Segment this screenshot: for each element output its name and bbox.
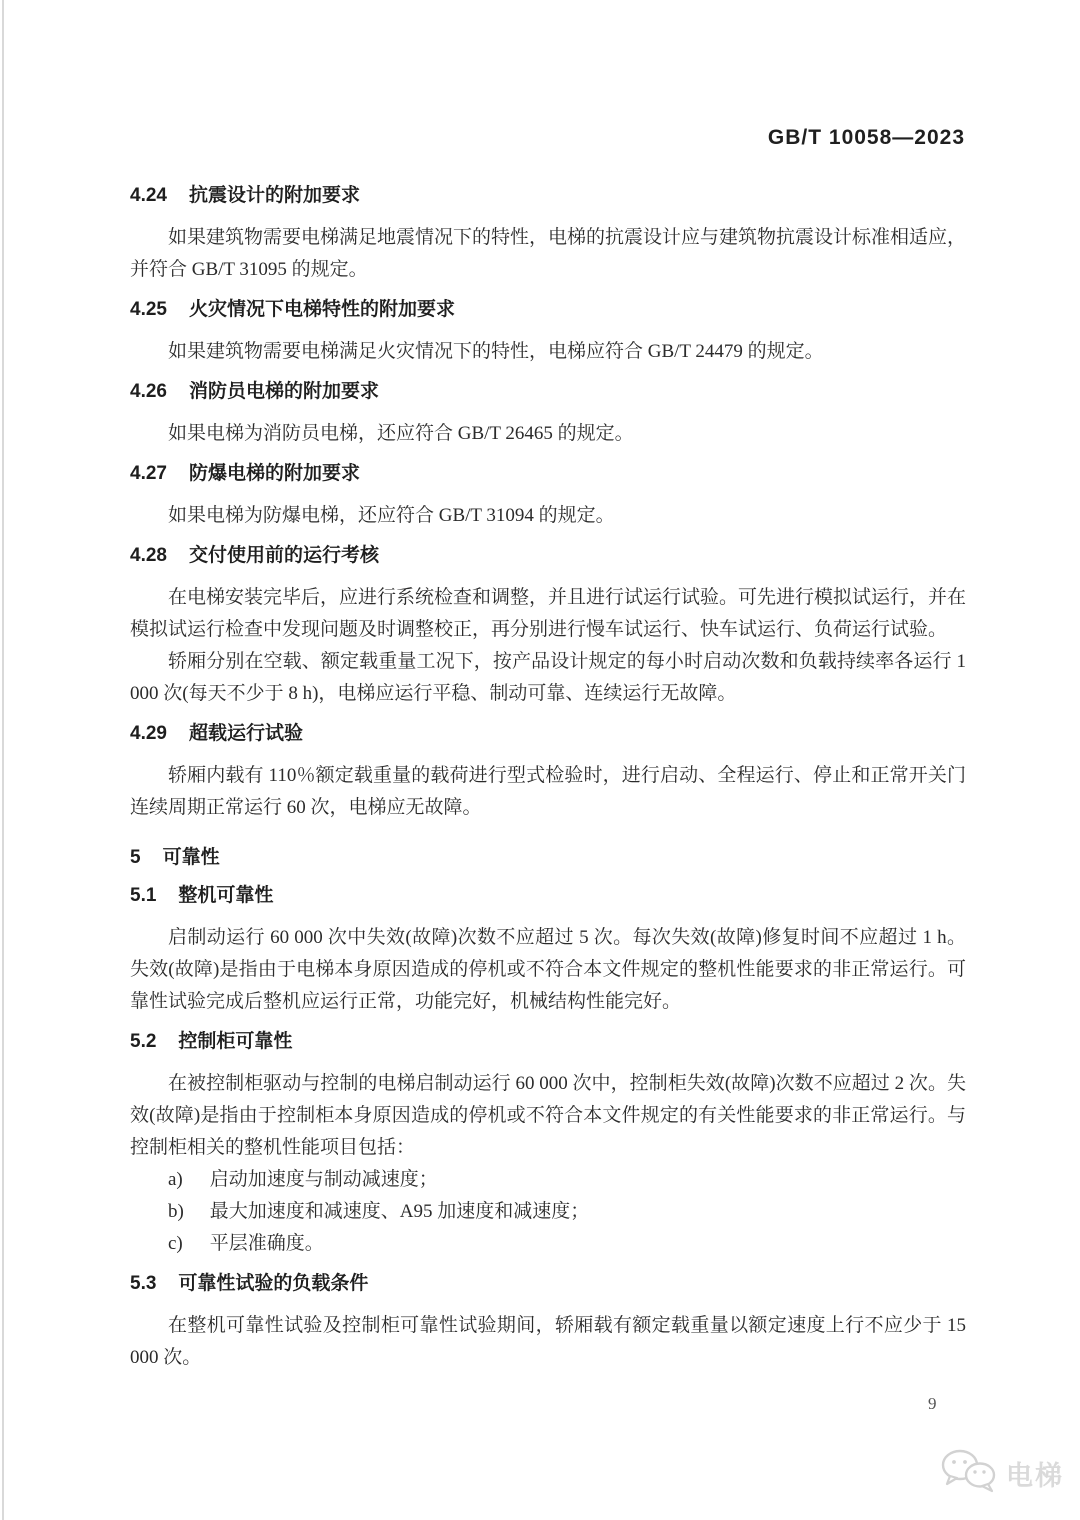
- section-heading-4-24: [130, 184, 966, 208]
- section-number: 4.25: [130, 299, 167, 320]
- section-number: 5.3: [130, 1273, 157, 1294]
- document-body: [130, 184, 966, 1374]
- section-heading-4-26: [130, 380, 966, 404]
- section-number: 4.29: [130, 723, 167, 744]
- paragraph: 如果建筑物需要电梯满足火灾情况下的特性，电梯应符合 GB/T 24479 的规定。: [168, 341, 824, 362]
- watermark-label: 电梯: [1006, 1461, 1064, 1491]
- paragraph: 如果建筑物需要电梯满足地震情况下的特性，电梯的抗震设计应与建筑物抗震设计标准相适应，并符合 GB/T 31095 的规定。: [130, 227, 967, 280]
- section-number: 4.27: [130, 463, 167, 484]
- section-number: 4.24: [130, 185, 167, 206]
- section-number: 5.2: [130, 1031, 157, 1052]
- section-number: 4.28: [130, 545, 167, 566]
- list-text: 平层准确度。: [209, 1233, 324, 1254]
- chapter-number: 5: [130, 847, 141, 868]
- paragraph: 轿厢分别在空载、额定载重量工况下，按产品设计规定的每小时启动次数和负载持续率各运行 1 000 次(每天不少于 8 h)，电梯应运行平稳、制动可靠、连续运行无故障。: [130, 651, 966, 704]
- list-marker: b): [168, 1201, 184, 1222]
- chapter-title: 可靠性: [162, 847, 220, 868]
- paragraph: 在电梯安装完毕后，应进行系统检查和调整，并且进行试运行试验。可先进行模拟试运行，并在模拟试运行检查中发现问题及时调整校正，再分别进行慢车试运行、快车试运行、负荷运行试验。: [130, 587, 967, 640]
- section-heading-4-28: [130, 544, 966, 568]
- list-item-b: [130, 1196, 966, 1228]
- section-title: 火灾情况下电梯特性的附加要求: [188, 299, 455, 320]
- list-item-a: [130, 1164, 966, 1196]
- paragraph: 在整机可靠性试验及控制柜可靠性试验期间，轿厢载有额定载重量以额定速度上行不应少于 15 000 次。: [130, 1315, 966, 1368]
- section-number: 5.1: [130, 885, 157, 906]
- paragraph: 如果电梯为消防员电梯，还应符合 GB/T 26465 的规定。: [168, 423, 634, 444]
- section-title: 超载运行试验: [188, 723, 303, 744]
- section-title: 抗震设计的附加要求: [188, 185, 360, 206]
- section-heading-4-25: [130, 298, 966, 322]
- section-title: 控制柜可靠性: [178, 1031, 293, 1052]
- paragraph: 启制动运行 60 000 次中失效(故障)次数不应超过 5 次。每次失效(故障)修复时间不应超过 1 h。失效(故障)是指由于电梯本身原因造成的停机或不符合本文件规定的整机性能要求的非正常运行。可靠性试验完成后整机应运行正常，功能完好，机械结构性能完好。: [130, 927, 966, 1012]
- section-heading-4-27: [130, 462, 966, 486]
- paragraph: 如果电梯为防爆电梯，还应符合 GB/T 31094 的规定。: [168, 505, 615, 526]
- list-marker: a): [168, 1169, 183, 1190]
- list-marker: c): [168, 1233, 183, 1254]
- wechat-icon: [940, 1448, 998, 1499]
- chapter-heading-5: [130, 846, 966, 870]
- section-heading-5-3: [130, 1272, 966, 1296]
- section-title: 可靠性试验的负载条件: [178, 1273, 369, 1294]
- section-heading-5-1: [130, 884, 966, 908]
- list-item-c: [130, 1228, 966, 1260]
- section-heading-4-29: [130, 722, 966, 746]
- list-text: 最大加速度和减速度、A95 加速度和减速度；: [209, 1201, 590, 1222]
- wechat-watermark: [940, 1448, 1064, 1499]
- paragraph: 在被控制柜驱动与控制的电梯启制动运行 60 000 次中，控制柜失效(故障)次数不应超过 2 次。失效(故障)是指由于控制柜本身原因造成的停机或不符合本文件规定的有关性能要求的非正常运行。与控制柜相关的整机性能项目包括：: [130, 1073, 966, 1158]
- doc-code: GB/T 10058—2023: [767, 126, 965, 149]
- section-number: 4.26: [130, 381, 167, 402]
- page-number: 9: [928, 1394, 937, 1413]
- section-title: 防爆电梯的附加要求: [188, 463, 360, 484]
- paragraph: 轿厢内载有 110％额定载重量的载荷进行型式检验时，进行启动、全程运行、停止和正常开关门连续周期正常运行 60 次，电梯应无故障。: [130, 765, 966, 818]
- section-title: 交付使用前的运行考核: [188, 545, 379, 566]
- list-text: 启动加速度与制动减速度；: [209, 1169, 438, 1190]
- section-title: 整机可靠性: [178, 885, 274, 906]
- section-heading-5-2: [130, 1030, 966, 1054]
- section-title: 消防员电梯的附加要求: [188, 381, 379, 402]
- scan-edge-line: [2, 0, 4, 1520]
